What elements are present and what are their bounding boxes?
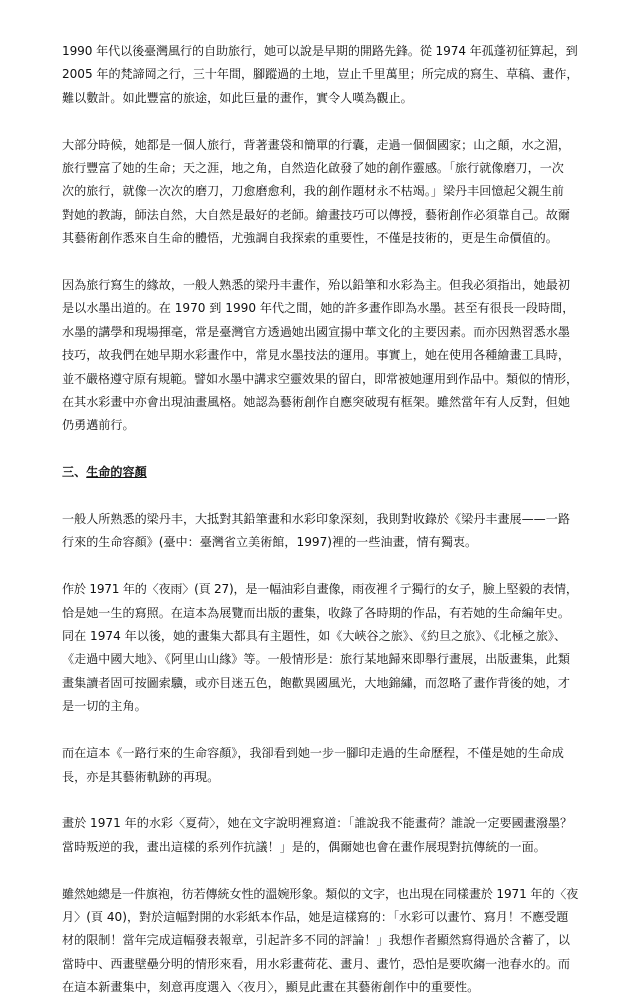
text-line: 因為旅行寫生的緣故，一般人熟悉的梁丹丰畫作，殆以鉛筆和水彩為主。但我必須指出，她最初 xyxy=(62,278,570,293)
text-line: 並不嚴格遵守原有規範。譬如水墨中講求空靈效果的留白，即常被她運用到作品中。類似的情形， xyxy=(62,371,579,386)
text-line: 仍勇邁前行。 xyxy=(62,418,135,433)
text-line: 水墨的講學和現場揮毫，常是臺灣官方透過她出國宣揚中華文化的主要因素。而亦因熟習悉水墨 xyxy=(62,324,570,339)
text-line: 次的旅行，就像一次次的磨刀，刀愈磨愈利，我的創作題材永不枯竭。」梁丹丰回憶起父親生前 xyxy=(62,184,564,199)
text-line: 長，亦是其藝術軌跡的再現。 xyxy=(62,769,220,784)
paragraph xyxy=(62,812,578,859)
text-line: 當時中、西畫壁壘分明的情形來看，用水彩畫荷花、畫月、畫竹，恐怕是要吹縐一池春水的。而 xyxy=(62,956,570,971)
text-line: 在這本新畫集中，刻意再度選入〈夜月〉，顯見此畫在其藝術創作中的重要性。 xyxy=(62,980,480,995)
text-line: 月〉(頁 40)，對於這幅對開的水彩紙本作品，她是這樣寫的：「水彩可以畫竹、寫月！不應受題 xyxy=(62,909,569,924)
paragraph xyxy=(62,134,578,251)
text-line: 1990 年代以後臺灣風行的自助旅行，她可以說是早期的開路先鋒。從 1974 年孤蓬初征算起，到 xyxy=(62,44,578,58)
text-line: 是以水墨出道的。在 1970 到 1990 年代之間，她的許多畫作即為水墨。甚至有很長一段時間， xyxy=(62,301,575,316)
text-line: 《走過中國大地》、《阿里山山緣》等。一般情形是：旅行某地歸來即舉行畫展，出版畫集，此類 xyxy=(62,652,570,667)
text-line: 難以數計。如此豐富的旅途，如此巨量的畫作，實令人嘆為觀止。 xyxy=(62,90,413,105)
text-line: 作於 1971 年的〈夜雨〉(頁 27)，是一幅油彩自畫像，雨夜裡彳亍獨行的女子，臉上堅毅的表情， xyxy=(62,582,578,597)
text-line: 2005 年的梵諦岡之行，三十年間，腳蹤過的土地，豈止千里萬里；所完成的寫生、草稿、畫作， xyxy=(62,67,579,82)
section-title: 生命的容顏 xyxy=(86,465,147,480)
paragraph xyxy=(62,508,578,555)
text-line: 其藝術創作悉來自生命的體悟，尤強調自我探索的重要性，不僅是技術的，更是生命價值的。 xyxy=(62,231,558,246)
text-line: 在其水彩畫中亦會出現油畫風格。她認為藝術創作自應突破現有框架。雖然當年有人反對，但她 xyxy=(62,395,570,410)
text-line: 恰是她一生的寫照。在這本為展覽而出版的畫集，收錄了各時期的作品，有若她的生命編年史。 xyxy=(62,605,570,620)
section-heading xyxy=(62,461,578,484)
text-line: 畫於 1971 年的水彩〈夏荷〉，她在文字說明裡寫道：「誰說我不能畫荷？誰說一定要國畫潑墨？ xyxy=(62,816,573,831)
body-text-section-1 xyxy=(62,40,578,438)
text-line: 一般人所熟悉的梁丹丰，大抵對其鉛筆畫和水彩印象深刻，我則對收錄於《梁丹丰畫展——一路 xyxy=(62,512,570,527)
text-line: 而在這本《一路行來的生命容顏》，我卻看到她一步一腳印走過的生命歷程，不僅是她的生命成 xyxy=(62,746,564,761)
section-number: 三、 xyxy=(62,465,87,480)
text-line: 畫集讀者固可按圖索驥，或亦目迷五色，飽歡異國風光，大地錦繡，而忽略了畫作背後的她，才 xyxy=(62,675,570,690)
text-line: 是一切的主角。 xyxy=(62,699,147,714)
text-line: 雖然她總是一件旗袍，彷若傳統女性的溫婉形象。類似的文字，也出現在同樣畫於 1971 年的〈夜 xyxy=(62,886,579,901)
paragraph xyxy=(62,742,578,789)
paragraph xyxy=(62,274,578,438)
text-line: 行來的生命容顏》(臺中：臺灣省立美術館，1997)裡的一些油畫，情有獨衷。 xyxy=(62,535,478,550)
text-line: 大部分時候，她都是一個人旅行，背著畫袋和簡單的行囊，走過一個個國家；山之顛，水之湄， xyxy=(62,137,570,152)
text-line: 材的限制！當年完成這幅發表報章，引起許多不同的評論！」我想作者顯然寫得過於含蓄了，以 xyxy=(62,933,570,948)
text-line: 旅行豐富了她的生命；天之涯，地之角，自然造化啟發了她的創作靈感。「旅行就像磨刀，一次 xyxy=(62,161,564,176)
text-line: 技巧，故我們在她早期水彩畫作中，常見水墨技法的運用。事實上，她在使用各種繪畫工具時， xyxy=(62,348,570,363)
paragraph xyxy=(62,883,578,1000)
body-text-section-2 xyxy=(62,508,578,999)
paragraph xyxy=(62,578,578,718)
text-line: 當時叛逆的我，畫出這樣的系列作抗議！」是的，偶爾她也會在畫作展現對抗傳統的一面。 xyxy=(62,839,546,854)
text-line: 同在 1974 年以後，她的畫集大都具有主題性，如《大峽谷之旅》、《約旦之旅》、《北極之旅》、 xyxy=(62,629,567,644)
paragraph xyxy=(62,40,578,110)
text-line: 對她的教誨，師法自然，大自然是最好的老師。繪畫技巧可以傳授，藝術創作必須靠自己。故爾 xyxy=(62,207,570,222)
